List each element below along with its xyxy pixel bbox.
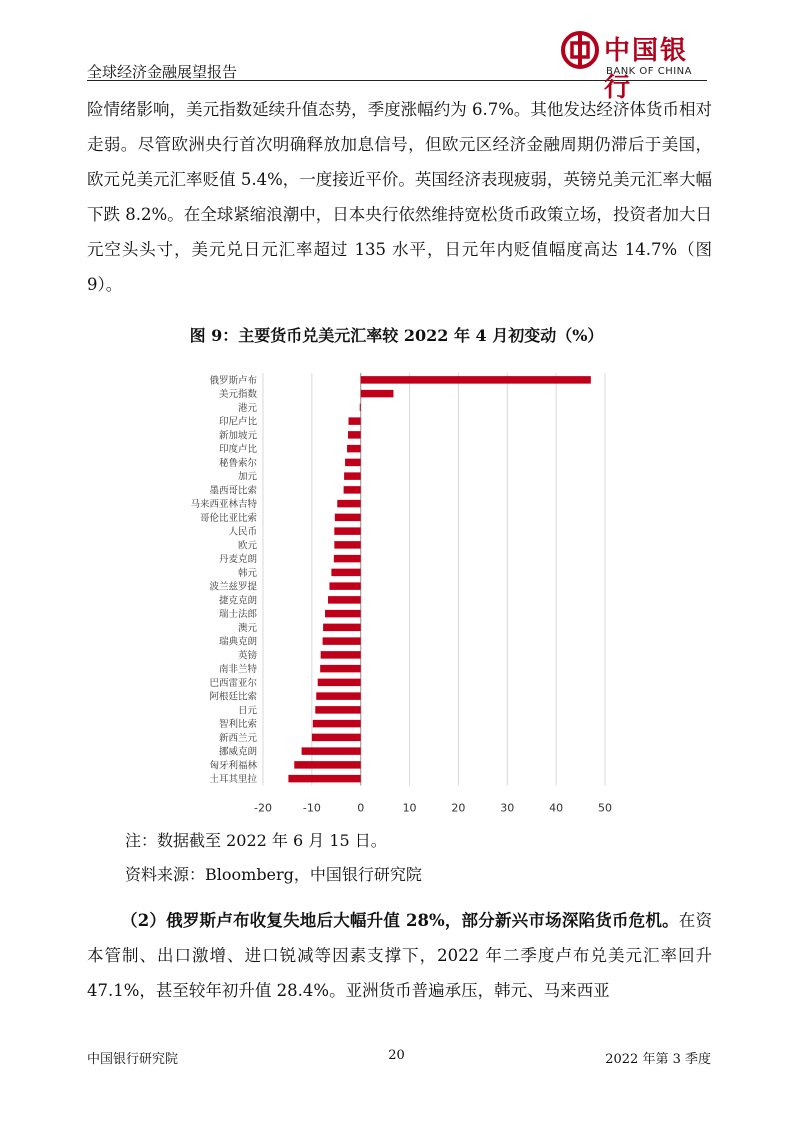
bar	[361, 390, 394, 398]
category-label: 波兰兹罗提	[209, 581, 257, 593]
category-label: 墨西哥比索	[209, 485, 257, 497]
category-label: 英镑	[237, 650, 257, 662]
category-label: 韩元	[237, 567, 257, 579]
x-tick-label: 50	[598, 801, 612, 815]
bar	[313, 720, 361, 728]
x-tick-label: 0	[357, 801, 365, 815]
category-label: 阿根廷比索	[209, 691, 257, 703]
bar	[312, 734, 361, 742]
bar	[331, 569, 360, 577]
section-heading: （2）俄罗斯卢布收复失地后大幅升值 28%，部分新兴市场深陷货币危机。	[121, 911, 679, 930]
bar	[348, 431, 361, 439]
x-tick-label: 30	[500, 801, 515, 815]
category-label: 印尼卢比	[218, 416, 257, 428]
category-label: 捷克克朗	[218, 595, 257, 607]
bar	[335, 514, 361, 522]
x-tick-label: -20	[254, 801, 272, 815]
figure-title: 图 9：主要货币兑美元汇率较 2022 年 4 月初变动（%）	[189, 326, 604, 345]
report-title: 全球经济金融展望报告	[87, 63, 238, 81]
footer-institution: 中国银行研究院	[87, 1052, 179, 1067]
body-paragraph-2	[87, 903, 712, 1008]
bar	[361, 376, 591, 384]
category-label: 秘鲁索尔	[218, 457, 257, 469]
category-label: 加元	[237, 471, 257, 483]
bar	[328, 596, 361, 604]
category-label: 新加坡元	[218, 430, 257, 442]
page-number: 20	[388, 1048, 405, 1063]
category-label: 瑞士法郎	[218, 609, 257, 621]
bar	[337, 500, 360, 508]
bar	[344, 486, 361, 494]
bar	[325, 610, 361, 618]
figure-source: 资料来源：Bloomberg，中国银行研究院	[125, 865, 422, 884]
category-label: 哥伦比亚比索	[199, 512, 257, 524]
paragraph-2-text: 在资本管制、出口激增、进口锐减等因素支撑下，2022 年二季度卢布兑美元汇率回升 47.1%，甚至较年初升值 28.4%。亚洲货币普遍承压，韩元、马来西亚	[87, 911, 712, 1000]
category-label: 土耳其里拉	[209, 774, 257, 786]
x-tick-label: 10	[402, 801, 417, 815]
category-label: 瑞典克朗	[218, 636, 257, 648]
logo-english-text: BANK OF CHINA	[606, 66, 692, 77]
bar	[288, 775, 360, 783]
category-label: 马来西亚林吉特	[190, 499, 257, 511]
x-tick-label: 40	[549, 801, 564, 815]
category-label: 挪威克朗	[218, 746, 257, 758]
bar	[349, 417, 361, 425]
bar	[320, 665, 361, 673]
bar	[329, 582, 360, 590]
figure-note: 注：数据截至 2022 年 6 月 15 日。	[125, 831, 387, 850]
category-label: 俄罗斯卢布	[209, 375, 257, 387]
bar	[344, 472, 361, 480]
currency-change-bar-chart	[190, 365, 630, 820]
x-tick-label: 20	[451, 801, 466, 815]
category-label: 港元	[237, 402, 257, 414]
logo-chinese-text: 中国银行	[604, 36, 689, 103]
body-paragraph-1: 险情绪影响，美元指数延续升值态势，季度涨幅约为 6.7%。其他发达经济体货币相对走弱。尽管欧洲央行首次明确释放加息信号，但欧元区经济金融周期仍滞后于美国，欧元兑美元汇率贬值 5.4%，一度接近平价。英国经济表现疲弱，英镑兑美元汇率大幅下跌 8.2%。在全球紧缩浪潮中，日本央行依然维持宽松货币政策立场，投资者加大日元空头头寸，美元兑日元汇率超过 135 水平，日元年内贬值幅度高达 14.7%（图 9）。	[87, 100, 712, 294]
category-label: 印度卢比	[218, 444, 257, 456]
bar	[334, 555, 361, 563]
boc-emblem-icon	[560, 30, 600, 70]
category-label: 欧元	[237, 540, 257, 552]
category-label: 日元	[237, 705, 257, 717]
bar	[334, 541, 360, 549]
category-label: 人民币	[228, 526, 257, 538]
category-label: 智利比索	[218, 719, 257, 731]
bank-of-china-logo	[560, 22, 710, 103]
category-label: 匈牙利福林	[209, 760, 257, 772]
bar	[345, 459, 361, 467]
category-label: 巴西雷亚尔	[209, 677, 257, 689]
category-label: 美元指数	[218, 389, 257, 401]
category-label: 南非兰特	[218, 664, 257, 676]
category-label: 新西兰元	[218, 732, 257, 744]
bar	[323, 637, 361, 645]
bar	[294, 761, 360, 769]
bar	[321, 651, 361, 659]
bar	[334, 527, 360, 535]
category-label: 丹麦克朗	[218, 554, 257, 566]
bar	[347, 445, 361, 453]
bar	[316, 692, 360, 700]
bar	[315, 706, 360, 714]
footer-period: 2022 年第 3 季度	[605, 1052, 711, 1067]
bar	[318, 679, 361, 687]
bar	[360, 404, 361, 412]
bar	[323, 624, 361, 632]
category-label: 澳元	[237, 622, 257, 634]
bar	[302, 747, 361, 755]
x-tick-label: -10	[302, 801, 321, 815]
